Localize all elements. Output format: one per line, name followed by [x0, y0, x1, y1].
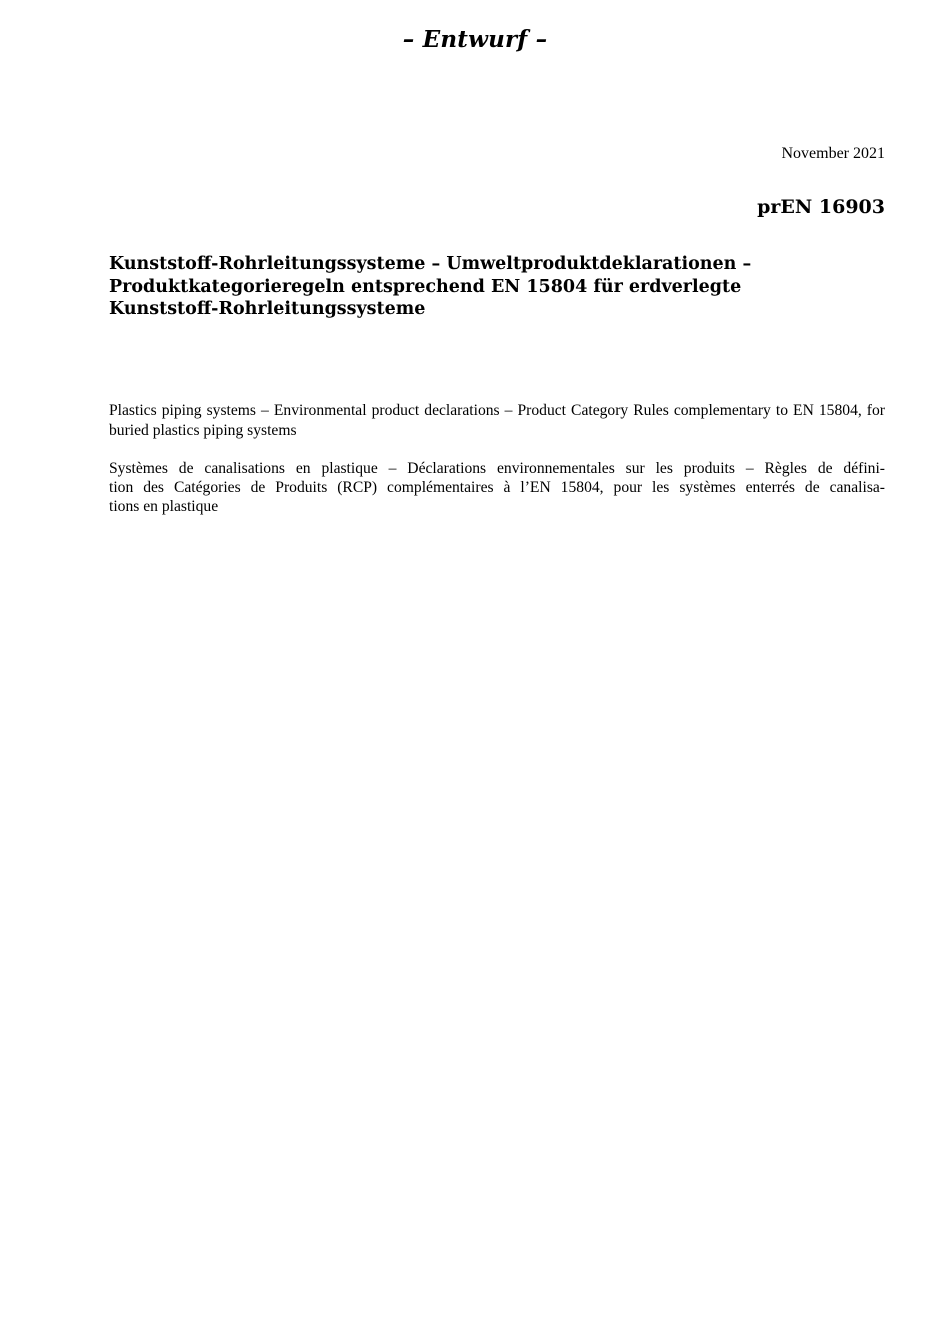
title-french [109, 459, 885, 516]
title-german-line: Kunststoff-Rohrleitungssysteme [109, 299, 426, 319]
title-german-line: Produktkategorieregeln entsprechend EN 15804 für erdverlegte [109, 276, 742, 297]
title-french-line: tions en plastique [109, 498, 219, 515]
title-french-line: Systèmes de canalisations en plastique – Déclarations environnementales sur les produits – Règles de défini- [109, 460, 885, 477]
draft-label: – Entwurf – [402, 26, 548, 53]
title-german [109, 253, 885, 321]
document-number: prEN 16903 [757, 196, 885, 218]
document-date: November 2021 [781, 145, 885, 162]
title-german-line: Kunststoff-Rohrleitungssysteme – Umweltproduktdeklarationen – [109, 254, 752, 274]
title-french-line: tion des Catégories de Produits (RCP) complémentaires à l’EN 15804, pour les systèmes enterrés de canalisa- [109, 479, 885, 496]
title-english: Plastics piping systems – Environmental product declarations – Product Category Rules complementary to EN 15804, for buried plastics piping systems [109, 402, 885, 439]
